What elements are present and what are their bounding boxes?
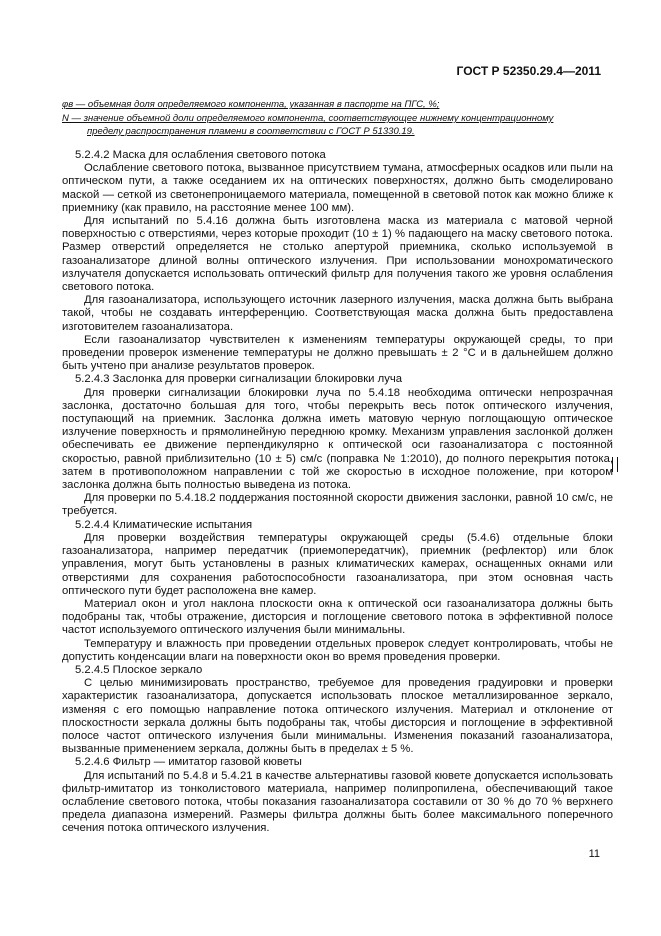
footnote-n: N — значение объемной доли определяемого компонента, соответствующее нижнему концентрационному <box>62 113 554 124</box>
document-body <box>62 149 613 836</box>
footnote-phi: φв — объемная доля определяемого компонента, указанная в паспорте на ПГС, %; <box>62 99 440 110</box>
paragraph: Если газоанализатор чувствителен к изменениям температуры окружающей среды, то при проведении проверок изменение температуры не должно превышать ± 2 °С и в дальнейшем должно быть учтено при анализе результатов проверок. <box>62 333 613 373</box>
page-number: 11 <box>588 848 600 860</box>
paragraph: Ослабление светового потока, вызванное присутствием тумана, атмосферных осадков или пыли на оптическом пути, а также оседанием их на оптических поверхностях, должно быть смоделировано маской — сеткой из светонепроницаемого материала, помещенной в световой поток как можно ближе к приемнику (как правило, на расстояние менее 100 мм). <box>62 162 613 214</box>
document-header: ГОСТ Р 52350.29.4—2011 <box>456 64 601 78</box>
paragraph: Для испытаний по 5.4.16 должна быть изготовлена маска из материала с матовой черной поверхностью с отверстиями, через которые проходит (10 ± 1) % падающего на маску светового потока. Размер отверстий определяется не столько апертурой приемника, сколько используемой в газоанализаторе длиной волны оптического излучения. При использовании монохроматического излучателя допускается использовать оптический фильтр для получения такого же уровня ослабления светового потока. <box>62 215 613 294</box>
footnote-n-continued: пределу распространения пламени в соответствии с ГОСТ Р 51330.19. <box>87 126 415 137</box>
paragraph: Для проверки сигнализации блокировки луча по 5.4.18 необходима оптически непрозрачная заслонка, достаточно большая для того, чтобы перекрыть весь поток оптического излучения, поступающий на приемник. Заслонка должна иметь матовую черную поглощающую оптическое излучение поверхность и прямолинейную переднюю кромку. Механизм управления заслонкой должен обеспечивать ее движение перпендикулярно к оптической оси газоанализатора с постоянной скоростью, равной приблизительно (10 ± 5) см/с (поправка № 1:2010), до полного перекрытия потока, затем в противоположном направлении с той же скоростью в исходное положение, при котором заслонка должна быть полностью выведена из потока. <box>62 386 613 492</box>
section-heading-5-2-4-6: 5.2.4.6 Фильтр — имитатор газовой кюветы <box>75 756 302 769</box>
section-heading-5-2-4-5: 5.2.4.5 Плоское зеркало <box>75 663 203 676</box>
paragraph: Температуру и влажность при проведении отдельных проверок следует контролировать, чтобы не допустить конденсации влаги на поверхности окон во время проведения проверки. <box>62 637 613 663</box>
paragraph: Для испытаний по 5.4.8 и 5.4.21 в качестве альтернативы газовой кювете допускается использовать фильтр-имитатор из тонколистового материала, например полипропилена, обеспечивающий такое ослабление светового потока, чтобы показания газоанализатора составили от 30 % до 70 % верхнего предела диапазона измерений. Размеры фильтра должны быть более максимального поперечного сечения потока оптического излучения. <box>62 769 613 835</box>
paragraph: Для газоанализатора, использующего источник лазерного излучения, маска должна быть выбрана такой, чтобы не создавать интерференцию. Соответствующая маска должна быть предоставлена изготовителем газоанализатора. <box>62 294 613 333</box>
paragraph: С целью минимизировать пространство, требуемое для проведения градуировки и проверки характеристик газоанализатора, допускается использовать плоское металлизированное зеркало, изменяя с его помощью направление потока оптического излучения. Материал и отклонение от плоскостности зеркала должны быть подобраны так, чтобы дисторсия и поглощение в эффективной полосе частот оптического излучения были минимальны. Изменения показаний газоанализатора, вызванные применением зеркала, должны быть в пределах ± 5 %. <box>62 677 613 756</box>
paragraph: Материал окон и угол наклона плоскости окна к оптической оси газоанализатора должны быть подобраны так, чтобы отражение, дисторсия и поглощение светового потока в эффективной полосе частот используемого оптического излучения были минимальны. <box>62 597 613 637</box>
paragraph: Для проверки воздействия температуры окружающей среды (5.4.6) отдельные блоки газоанализатора, например передатчик (приемопередатчик), приемник (рефлектор) или блок управления, могут быть установлены в разных климатических камерах, оснащенных окнами или отверстиями для сохранения работоспособности газоанализатора, при этом основная часть оптического пути будет расположена вне камер. <box>62 531 613 597</box>
section-heading-5-2-4-4: 5.2.4.4 Климатические испытания <box>75 518 253 531</box>
section-heading-5-2-4-2: 5.2.4.2 Маска для ослабления светового потока <box>75 149 326 161</box>
paragraph: Для проверки по 5.4.18.2 поддержания постоянной скорости движения заслонки, равной 10 см/с, не требуется. <box>62 492 613 518</box>
change-marker-bar <box>612 457 618 472</box>
section-heading-5-2-4-3: 5.2.4.3 Заслонка для проверки сигнализации блокировки луча <box>75 373 403 386</box>
